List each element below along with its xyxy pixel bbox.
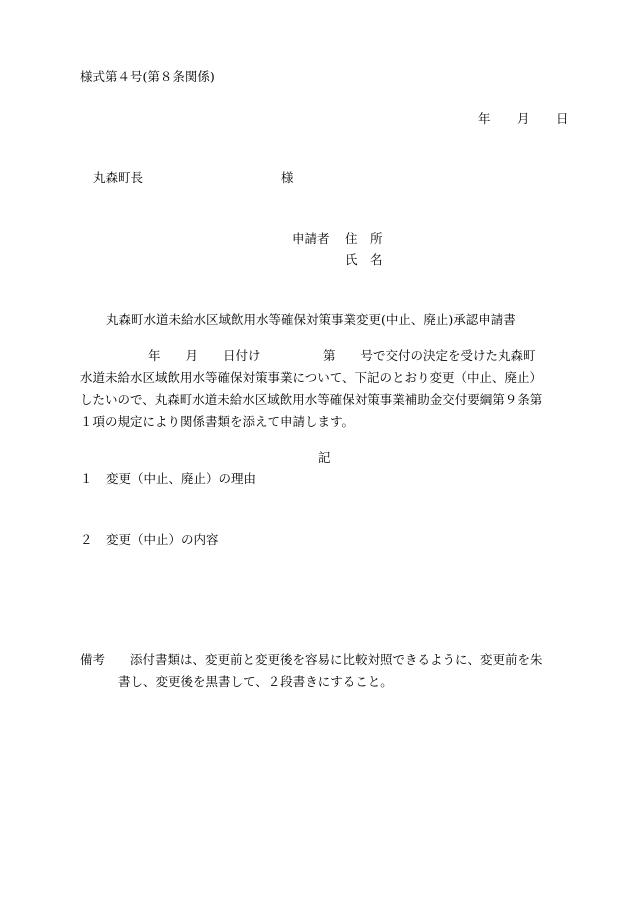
item-text-2: 変更（中止）の内容 xyxy=(106,532,219,547)
body-paragraph xyxy=(80,345,580,433)
form-number: 様式第４号(第８条関係) xyxy=(80,69,215,84)
remarks-label: 備考 xyxy=(80,652,106,667)
addressee-name: 丸森町長 xyxy=(93,170,144,185)
applicant-name-label: 氏 名 xyxy=(345,252,383,267)
body-line-2: 水道未給水区域飲用水等確保対策事業について、下記のとおり変更（中止、廃止） xyxy=(80,370,543,385)
date-line: 年 月 日 xyxy=(478,111,570,126)
body-line-1: 年 月 日付け 第 号で交付の決定を受けた丸森町 xyxy=(148,348,536,363)
remarks-line-1: 添付書類は、変更前と変更後を容易に比較対照できるように、変更前を朱 xyxy=(130,652,543,667)
item-number-2: ２ xyxy=(80,532,93,547)
body-line-3: したいので、丸森町水道未給水区域飲用水等確保対策事業補助金交付要綱第９条第 xyxy=(80,392,543,407)
item-text-1: 変更（中止、廃止）の理由 xyxy=(106,471,257,486)
applicant-label: 申請者 xyxy=(292,231,330,246)
item-number-1: １ xyxy=(80,471,93,486)
body-line-4: １項の規定により関係書類を添えて申請します。 xyxy=(80,414,355,429)
ki-heading: 記 xyxy=(318,450,331,465)
remarks-line-2: 書し、変更後を黒書して、２段書きにすること。 xyxy=(118,674,393,689)
applicant-address-label: 住 所 xyxy=(345,231,383,246)
addressee-honorific: 様 xyxy=(281,170,294,185)
document-title: 丸森町水道未給水区域飲用水等確保対策事業変更(中止、廃止)承認申請書 xyxy=(106,312,516,327)
